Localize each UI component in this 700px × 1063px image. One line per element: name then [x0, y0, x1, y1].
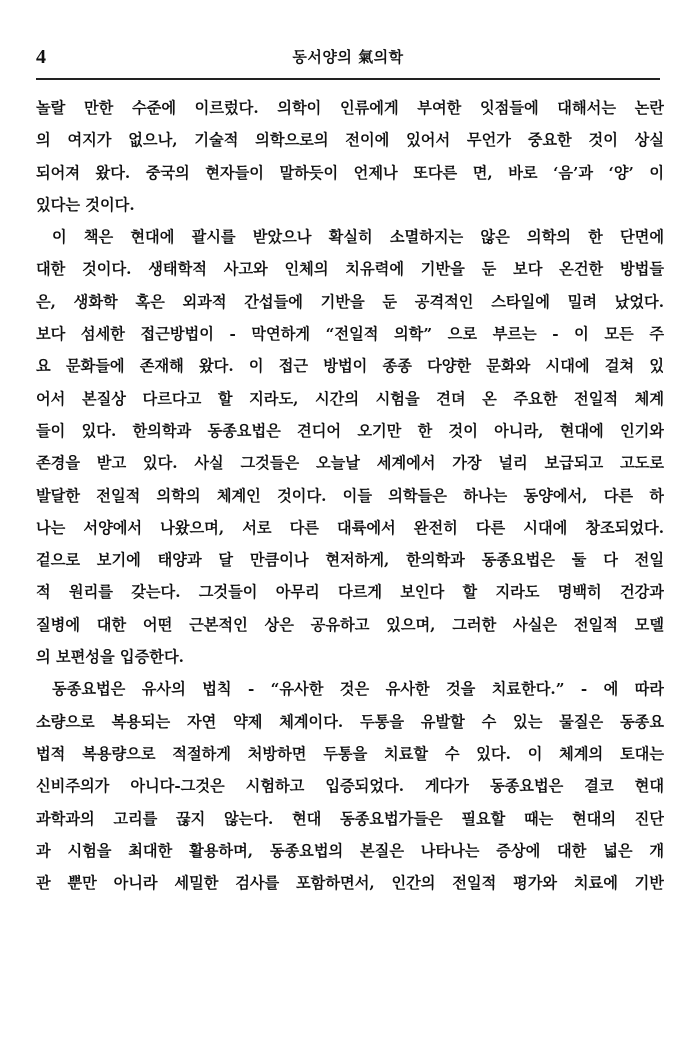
text-line: 의 여지가 없으나, 기술적 의학으로의 전이에 있어서 무언가 중요한 것이 상실 — [36, 131, 664, 150]
text-line: 과학과의 고리를 끊지 않는다. 현대 동종요법가들은 필요할 때는 현대의 진단 — [36, 809, 664, 828]
text-line: 나는 서양에서 나왔으며, 서로 다른 대륙에서 완전히 다른 시대에 창조되었다. — [36, 518, 664, 537]
text-line: 놀랄 만한 수준에 이르렀다. 의학이 인류에게 부여한 잇점들에 대해서는 논란 — [36, 99, 664, 117]
text-line: 이 책은 현대에 괄시를 받았으나 확실히 소멸하지는 않은 의학의 한 단면에 — [52, 228, 664, 247]
body-text — [36, 92, 664, 899]
text-line: 어서 본질상 다르다고 할 지라도, 시간의 시험을 견뎌 온 주요한 전일적 체계 — [36, 389, 664, 408]
running-title: 동서양의 氣의학 — [292, 48, 404, 66]
text-line: 존경을 받고 있다. 사실 그것들은 오늘날 세계에서 가장 널리 보급되고 고도로 — [36, 454, 664, 473]
text-line: 요 문화들에 존재해 왔다. 이 접근 방법이 종종 다양한 문화와 시대에 걸쳐 있 — [36, 357, 664, 376]
text-line: 의 보편성을 입증한다. — [36, 648, 184, 667]
text-line: 소량으로 복용되는 자연 약제 체계이다. 두통을 유발할 수 있는 물질은 동종요 — [36, 712, 664, 731]
page-number: 4 — [36, 46, 46, 68]
text-line: 되어져 왔다. 중국의 현자들이 말하듯이 언제나 또다른 면, 바로 ‘음’과 ‘양’ 이 — [36, 163, 664, 182]
text-line: 발달한 전일적 의학의 체계인 것이다. 이들 의학들은 하나는 동양에서, 다른 하 — [36, 486, 664, 505]
text-line: 적 원리를 갖는다. 그것들이 아무리 다르게 보인다 할 지라도 명백히 건강과 — [36, 583, 664, 602]
text-line: 은, 생화학 혹은 외과적 간섭들에 기반을 둔 공격적인 스타일에 밀려 났었다. — [36, 292, 664, 311]
text-line: 대한 것이다. 생태학적 사고와 인체의 치유력에 기반을 둔 보다 온건한 방법들 — [36, 260, 664, 279]
text-line: 신비주의가 아니다-그것은 시험하고 입증되었다. 게다가 동종요법은 결코 현대 — [36, 777, 664, 796]
text-line: 보다 섬세한 접근방법이 - 막연하게 “전일적 의학” 으로 부르는 - 이 모든 주 — [36, 325, 664, 344]
page-header — [36, 42, 660, 72]
text-line: 관 뿐만 아니라 세밀한 검사를 포함하면서, 인간의 전일적 평가와 치료에 기반 — [36, 874, 664, 893]
text-line: 법적 복용량으로 적절하게 처방하면 두통을 치료할 수 있다. 이 체계의 토대는 — [36, 744, 664, 763]
header-rule — [36, 78, 660, 80]
text-line: 들이 있다. 한의학과 동종요법은 견디어 오기만 한 것이 아니라, 현대에 인기와 — [36, 421, 664, 440]
text-line: 겉으로 보기에 태양과 달 만큼이나 현저하게, 한의학과 동종요법은 둘 다 전일 — [36, 551, 664, 570]
text-line: 과 시험을 최대한 활용하며, 동종요법의 본질은 나타나는 증상에 대한 넓은 개 — [36, 841, 664, 860]
text-line: 있다는 것이다. — [36, 195, 135, 214]
text-line: 동종요법은 유사의 법칙 - “유사한 것은 유사한 것을 치료한다.” - 에 따라 — [52, 680, 664, 699]
text-line: 질병에 대한 어떤 근본적인 상은 공유하고 있으며, 그러한 사실은 전일적 모델 — [36, 615, 664, 634]
